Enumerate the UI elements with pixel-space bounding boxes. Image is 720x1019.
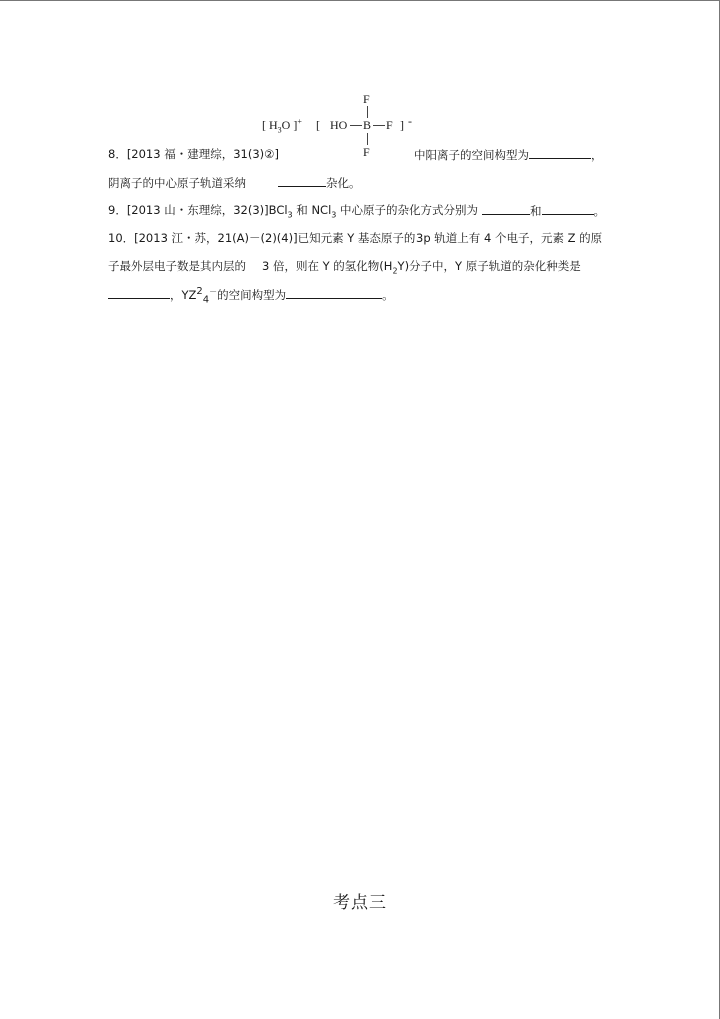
q10-line2b: 3 倍，则在 Y 的氢化物(H xyxy=(262,259,393,273)
q10-line2-rest: 3 倍，则在 Y 的氢化物$(H_2Y)$分子中，Y 原子轨道的杂化种类是 xyxy=(262,259,581,276)
anion-bracket-close: ] xyxy=(400,118,404,132)
bond-b-f-bottom xyxy=(367,133,368,145)
q9-answers xyxy=(482,203,605,218)
boron-atom: B xyxy=(363,118,372,132)
q9-mid: 和 NCl xyxy=(292,203,332,217)
q9-mid2: 中心原子的杂化方式分别为 xyxy=(336,203,479,217)
fluorine-right: F xyxy=(386,118,393,132)
q10-part1: 10．[2013 江・苏，21(A)－(2)(4)]已知元素 Y 基态原子的 xyxy=(108,231,416,245)
q8-answer-blank-1[interactable] xyxy=(529,147,591,159)
q10-answer-blank-2[interactable] xyxy=(286,287,382,299)
bond-b-f xyxy=(373,125,385,126)
q10-line2c: Y)分子中，Y 原子轨道的杂化种类是 xyxy=(397,259,581,273)
page-border-top xyxy=(0,0,720,1)
structural-formula xyxy=(258,92,418,162)
q10-line2a: 子最外层电子数是其内层的 xyxy=(108,259,246,273)
q9-and: 和 xyxy=(530,204,542,218)
q8-prefix: 8．[2013 福・建理综，31(3)②] xyxy=(108,147,279,161)
anion-charge: - xyxy=(408,114,412,128)
q10-part2: 3p 轨道上有 xyxy=(416,231,481,245)
q8-mid: 中阳离子的空间构型为 xyxy=(414,148,529,162)
q10-part3: 4 个电子，元素 Z 的原 xyxy=(484,231,603,245)
q8-line1-rest xyxy=(414,147,603,162)
q10-line3-text: 的空间构型为 xyxy=(217,288,287,302)
q10-answer-blank-1[interactable] xyxy=(108,287,170,299)
hydroxy-group: HO xyxy=(330,118,348,132)
q8-line2 xyxy=(108,175,361,190)
fluorine-bottom: F xyxy=(363,145,370,159)
q10-line3: ，$YZ^2_4^-$的空间构型为 。 xyxy=(108,287,394,302)
q8-answer-blank-2[interactable] xyxy=(278,175,326,187)
q8-line2-prefix: 阴离子的中心原子轨道采纳 xyxy=(108,176,246,190)
section-heading: 考点三 xyxy=(333,893,387,913)
q9-answer-blank-2[interactable] xyxy=(542,203,594,215)
q10-line3-end: 。 xyxy=(382,288,394,302)
bond-b-f-top xyxy=(367,106,368,118)
q10-line3-mid: ，YZ xyxy=(170,288,197,302)
q8-end: ， xyxy=(591,148,603,162)
q8-line2-end: 杂化。 xyxy=(326,176,361,190)
cation-bracket-open: [ $H_3O$ ]+ xyxy=(262,117,302,135)
anion-bracket-open: [ xyxy=(316,118,320,132)
q9-prefix: 9．[2013 山・东理综，32(3)]BCl xyxy=(108,203,288,217)
q9-end: 。 xyxy=(593,204,605,218)
bond-o-b xyxy=(350,125,362,126)
q9-answer-blank-1[interactable] xyxy=(482,203,530,215)
q9-line: 9．[2013 山・东理综，32(3)]BCl$_3$ 和 NCl$_3$ 中心原子的杂化方式分别为 xyxy=(108,203,479,220)
fluorine-top: F xyxy=(363,92,370,106)
